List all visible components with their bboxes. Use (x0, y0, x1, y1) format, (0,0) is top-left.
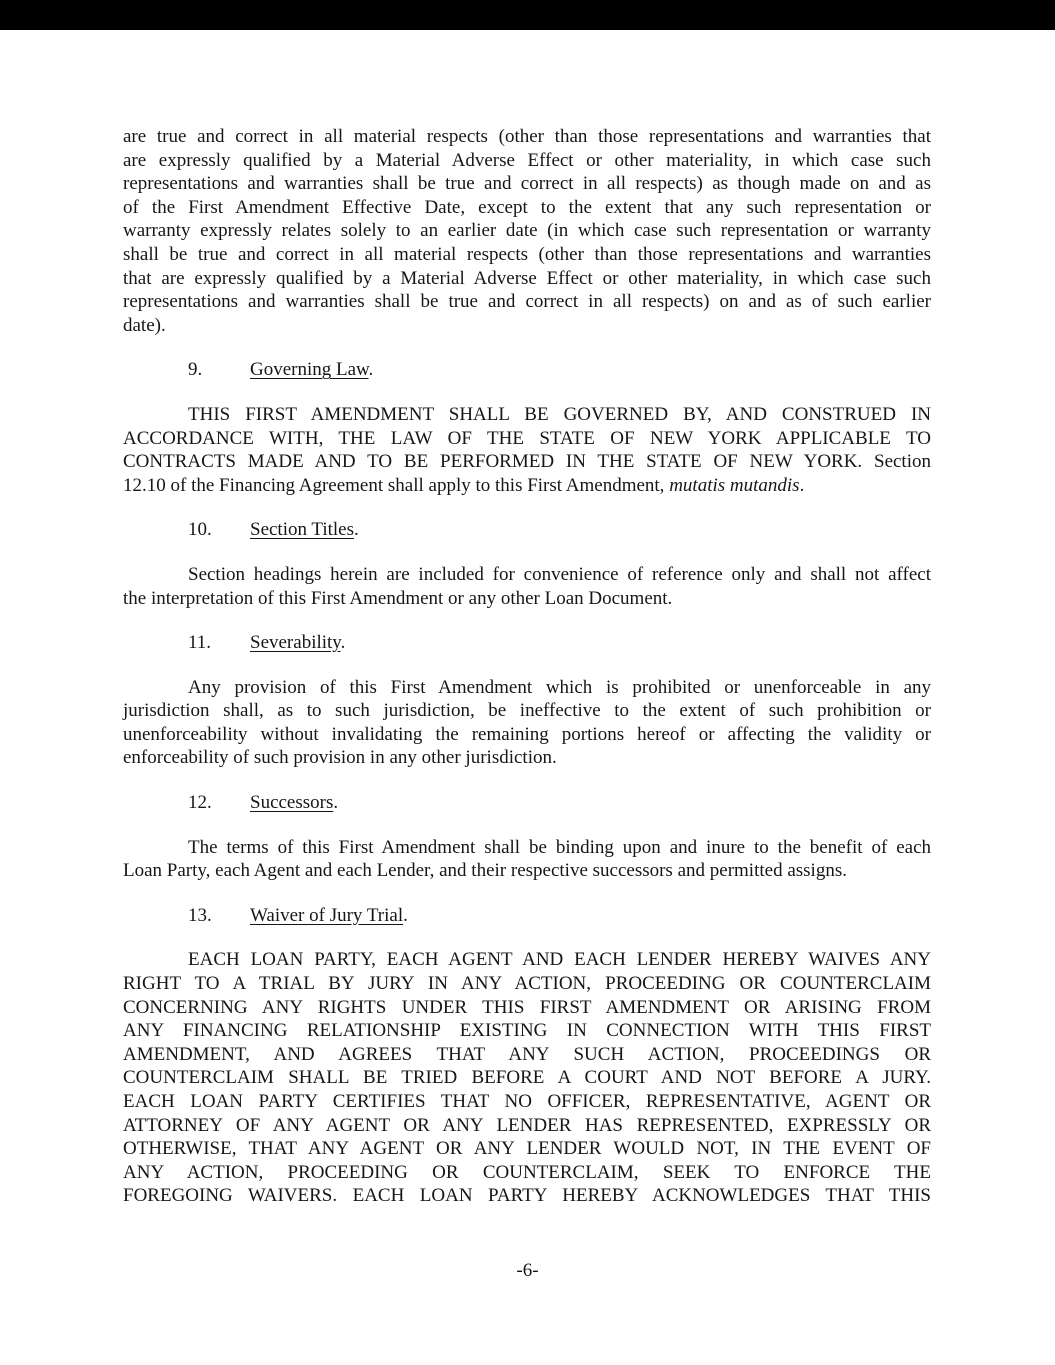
section-number: 13. (188, 904, 212, 926)
text-line: THIS FIRST AMENDMENT SHALL BE GOVERNED BY, AND CONSTRUED IN (188, 403, 931, 425)
section-title: Waiver of Jury Trial (250, 904, 404, 926)
scan-artifact-bar (0, 0, 1055, 30)
text-line: AMENDMENT, AND AGREES THAT ANY SUCH ACTION, PROCEEDINGS OR (123, 1043, 931, 1065)
page-number: -6- (516, 1260, 539, 1281)
text-segment: 12.10 of the Financing Agreement shall apply to this First Amendment, (123, 474, 670, 496)
section-heading (123, 358, 931, 382)
section-title: Section Titles (250, 519, 354, 541)
paragraph (123, 563, 931, 610)
text-line: Section headings herein are included for convenience of reference only and shall not affect (188, 563, 931, 585)
section-title: Severability (250, 632, 341, 654)
text-segment: . (799, 474, 805, 496)
text-line (123, 474, 931, 498)
text-line: representations and warranties shall be true and correct in all respects) on and as of such earlier (123, 291, 931, 313)
text-line: that are expressly qualified by a Material Adverse Effect or other materiality, in which case such (123, 267, 931, 289)
section-number: 11. (188, 632, 212, 654)
text-line: date). (123, 314, 166, 336)
text-line: ATTORNEY OF ANY AGENT OR ANY LENDER HAS REPRESENTED, EXPRESSLY OR (123, 1114, 931, 1136)
text-line: ANY ACTION, PROCEEDING OR COUNTERCLAIM, SEEK TO ENFORCE THE (123, 1161, 931, 1183)
section-heading (123, 631, 931, 655)
text-line: COUNTERCLAIM SHALL BE TRIED BEFORE A COURT AND NOT BEFORE A JURY. (123, 1067, 931, 1089)
text-line: OTHERWISE, THAT ANY AGENT OR ANY LENDER WOULD NOT, IN THE EVENT OF (123, 1138, 931, 1160)
document-body (123, 125, 931, 1208)
paragraph (123, 948, 931, 1208)
section-number: 10. (188, 519, 212, 541)
text-line: are expressly qualified by a Material Adverse Effect or other materiality, in which case such (123, 149, 931, 171)
text-line: CONTRACTS MADE AND TO BE PERFORMED IN THE STATE OF NEW YORK. Section (123, 451, 931, 473)
text-line: warranty expressly relates solely to an earlier date (in which case such representation or warranty (123, 220, 931, 242)
section-title-suffix: . (333, 792, 339, 814)
text-line: Any provision of this First Amendment which is prohibited or unenforceable in any (188, 676, 931, 698)
text-line: of the First Amendment Effective Date, except to the extent that any such representation or (123, 196, 931, 218)
section-title: Governing Law (250, 359, 369, 381)
text-line: the interpretation of this First Amendment or any other Loan Document. (123, 587, 673, 609)
text-line: unenforceability without invalidating the remaining portions hereof or affecting the validity or (123, 723, 931, 745)
text-line: EACH LOAN PARTY CERTIFIES THAT NO OFFICER, REPRESENTATIVE, AGENT OR (123, 1091, 931, 1112)
paragraph (123, 403, 931, 497)
section-heading (123, 791, 931, 815)
text-line: jurisdiction shall, as to such jurisdiction, be ineffective to the extent of such prohibition or (123, 700, 931, 722)
section-heading (123, 518, 931, 542)
section-title-suffix: . (340, 632, 346, 654)
text-line: RIGHT TO A TRIAL BY JURY IN ANY ACTION, PROCEEDING OR COUNTERCLAIM (123, 973, 931, 995)
section-title-suffix: . (354, 519, 359, 541)
text-line: FOREGOING WAIVERS. EACH LOAN PARTY HEREBY ACKNOWLEDGES THAT THIS (123, 1185, 931, 1207)
paragraph (123, 676, 931, 770)
text-line: representations and warranties shall be true and correct in all respects) as though made on and as (123, 173, 931, 195)
text-line: ANY FINANCING RELATIONSHIP EXISTING IN CONNECTION WITH THIS FIRST (123, 1020, 931, 1042)
text-line: ACCORDANCE WITH, THE LAW OF THE STATE OF NEW YORK APPLICABLE TO (123, 427, 931, 449)
section-title-suffix: . (368, 359, 374, 381)
text-line: EACH LOAN PARTY, EACH AGENT AND EACH LENDER HEREBY WAIVES ANY (188, 949, 931, 971)
section-heading (123, 904, 931, 928)
section-number: 9. (188, 359, 203, 381)
italic-phrase: mutatis mutandis (669, 474, 800, 496)
paragraph (123, 836, 931, 883)
text-line: The terms of this First Amendment shall be binding upon and inure to the benefit of each (188, 836, 931, 858)
text-line: Loan Party, each Agent and each Lender, and their respective successors and permitted assigns. (123, 860, 847, 882)
text-line: CONCERNING ANY RIGHTS UNDER THIS FIRST AMENDMENT OR ARISING FROM (123, 996, 931, 1018)
text-line: shall be true and correct in all material respects (other than those representations and warranties (123, 243, 931, 265)
text-line: enforceability of such provision in any other jurisdiction. (123, 747, 557, 769)
paragraph (123, 125, 931, 337)
text-line: are true and correct in all material respects (other than those representations and warranties that (123, 126, 931, 147)
section-title: Successors (250, 792, 334, 814)
section-title-suffix: . (403, 904, 408, 926)
page-footer (0, 1260, 1055, 1282)
section-number: 12. (188, 792, 212, 814)
